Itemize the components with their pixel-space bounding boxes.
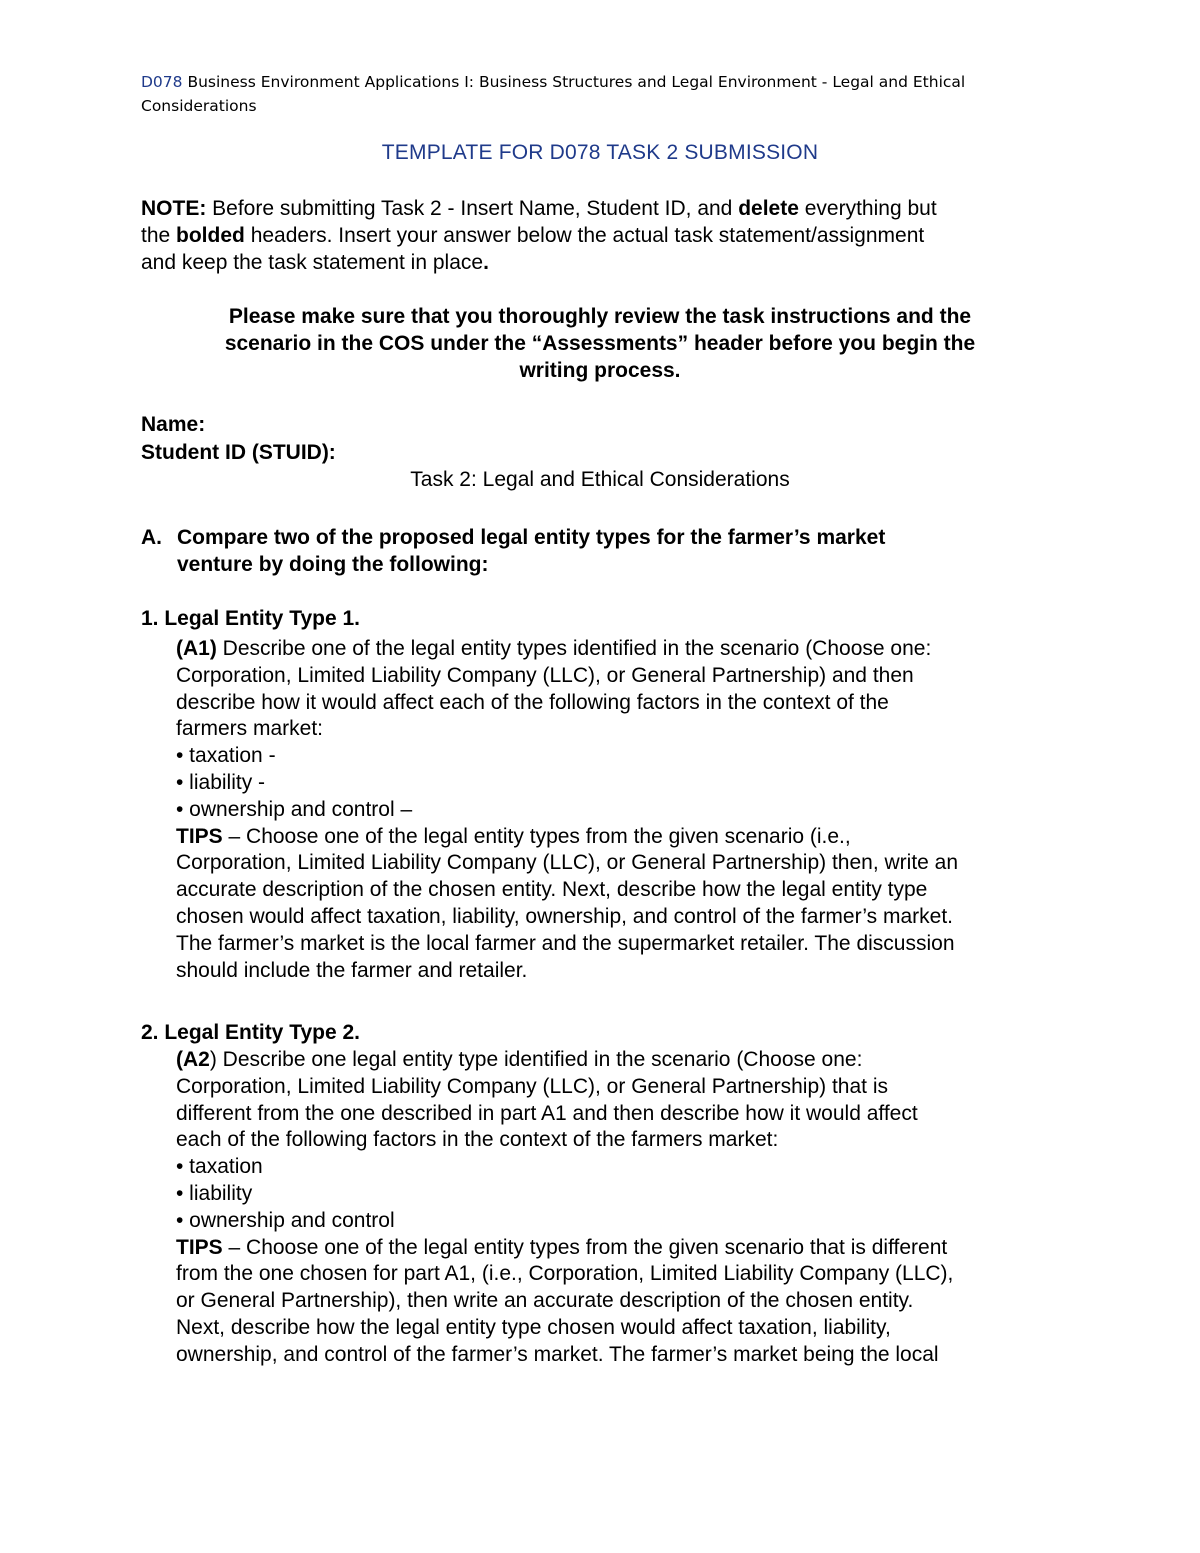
section-2-text: each of the following factors in the context of the farmers market: bbox=[176, 1128, 779, 1152]
note-text: the bbox=[141, 223, 177, 247]
tips-text: from the one chosen for part A1, (i.e., Corporation, Limited Liability Company (LLC), bbox=[176, 1262, 954, 1286]
student-id-field-label: Student ID (STUID): bbox=[141, 441, 336, 464]
tips-label: TIPS bbox=[176, 824, 223, 848]
section-2-body bbox=[176, 1047, 1076, 1369]
note-label: NOTE: bbox=[141, 197, 207, 220]
note-text: Before submitting Task 2 - Insert Name, Student ID, and bbox=[206, 197, 739, 220]
section-2-code: (A2 bbox=[176, 1048, 210, 1071]
note-text: headers. Insert your answer below the actual task statement/assignment bbox=[244, 223, 925, 247]
note-text: everything but bbox=[798, 197, 937, 220]
section-a-marker: A. bbox=[141, 526, 162, 549]
tips-text: should include the farmer and retailer. bbox=[176, 958, 528, 982]
tips-label: TIPS bbox=[176, 1235, 223, 1259]
section-2-code-close: ) bbox=[209, 1048, 217, 1071]
submission-note bbox=[141, 196, 1061, 276]
reminder-line: writing process. bbox=[519, 358, 681, 382]
tips-text: – Choose one of the legal entity types from the given scenario that is different bbox=[222, 1235, 948, 1259]
section-2-text: Describe one legal entity type identified in the scenario (Choose one: bbox=[216, 1048, 863, 1071]
course-title-part-1: Business Environment Applications I: Business Structures and Legal Environment - Legal and Ethical bbox=[182, 73, 966, 91]
note-period: . bbox=[483, 250, 489, 274]
course-title-part-2: Considerations bbox=[141, 97, 257, 115]
section-1-text: Corporation, Limited Liability Company (LLC), or General Partnership) and then bbox=[176, 663, 914, 687]
tips-text: Corporation, Limited Liability Company (LLC), or General Partnership) then, write an bbox=[176, 851, 959, 875]
note-emphasis-bolded: bolded bbox=[176, 223, 245, 247]
section-2-text: Corporation, Limited Liability Company (LLC), or General Partnership) that is bbox=[176, 1074, 888, 1098]
bullet-item: • ownership and control – bbox=[176, 797, 413, 821]
section-2-text: different from the one described in part A1 and then describe how it would affect bbox=[176, 1101, 918, 1125]
bullet-item: • taxation bbox=[176, 1155, 263, 1179]
task-heading: Task 2: Legal and Ethical Considerations bbox=[410, 468, 790, 491]
tips-text: ownership, and control of the farmer’s market. The farmer’s market being the local bbox=[176, 1342, 939, 1366]
section-a-text: venture by doing the following: bbox=[177, 552, 489, 576]
section-1-body bbox=[176, 636, 1076, 984]
bullet-item: • ownership and control bbox=[176, 1208, 395, 1232]
note-emphasis-delete: delete bbox=[738, 197, 799, 220]
bullet-item: • liability bbox=[176, 1181, 253, 1205]
bullet-item: • taxation - bbox=[176, 744, 276, 768]
section-1-text: farmers market: bbox=[176, 717, 324, 741]
tips-text: The farmer’s market is the local farmer and the supermarket retailer. The discussion bbox=[176, 931, 955, 955]
section-1-heading: 1. Legal Entity Type 1. bbox=[141, 607, 361, 630]
tips-text: chosen would affect taxation, liability, ownership, and control of the farmer’s market. bbox=[176, 904, 954, 928]
tips-text: – Choose one of the legal entity types from the given scenario (i.e., bbox=[222, 824, 851, 848]
name-field-label: Name: bbox=[141, 413, 206, 436]
section-a-heading bbox=[141, 525, 1041, 579]
review-reminder bbox=[141, 304, 1059, 384]
page-title: TEMPLATE FOR D078 TASK 2 SUBMISSION bbox=[381, 141, 819, 164]
tips-text: or General Partnership), then write an accurate description of the chosen entity. bbox=[176, 1289, 914, 1313]
course-code: D078 bbox=[141, 73, 183, 91]
tips-text: Next, describe how the legal entity type chosen would affect taxation, liability, bbox=[176, 1315, 891, 1339]
section-1-text: describe how it would affect each of the following factors in the context of the bbox=[176, 690, 889, 714]
section-a-text: Compare two of the proposed legal entity types for the farmer’s market bbox=[177, 526, 886, 549]
section-1-code: (A1) bbox=[176, 637, 217, 660]
tips-text: accurate description of the chosen entity. Next, describe how the legal entity type bbox=[176, 878, 928, 902]
bullet-item: • liability - bbox=[176, 770, 266, 794]
document-header bbox=[141, 70, 1041, 118]
reminder-line: scenario in the COS under the “Assessments” header before you begin the bbox=[224, 331, 976, 355]
reminder-line: Please make sure that you thoroughly review the task instructions and the bbox=[228, 305, 972, 328]
section-1-text: Describe one of the legal entity types identified in the scenario (Choose one: bbox=[216, 637, 932, 660]
header-line-1 bbox=[141, 70, 1041, 94]
section-2-heading: 2. Legal Entity Type 2. bbox=[141, 1021, 361, 1044]
note-text: and keep the task statement in place bbox=[141, 250, 484, 274]
